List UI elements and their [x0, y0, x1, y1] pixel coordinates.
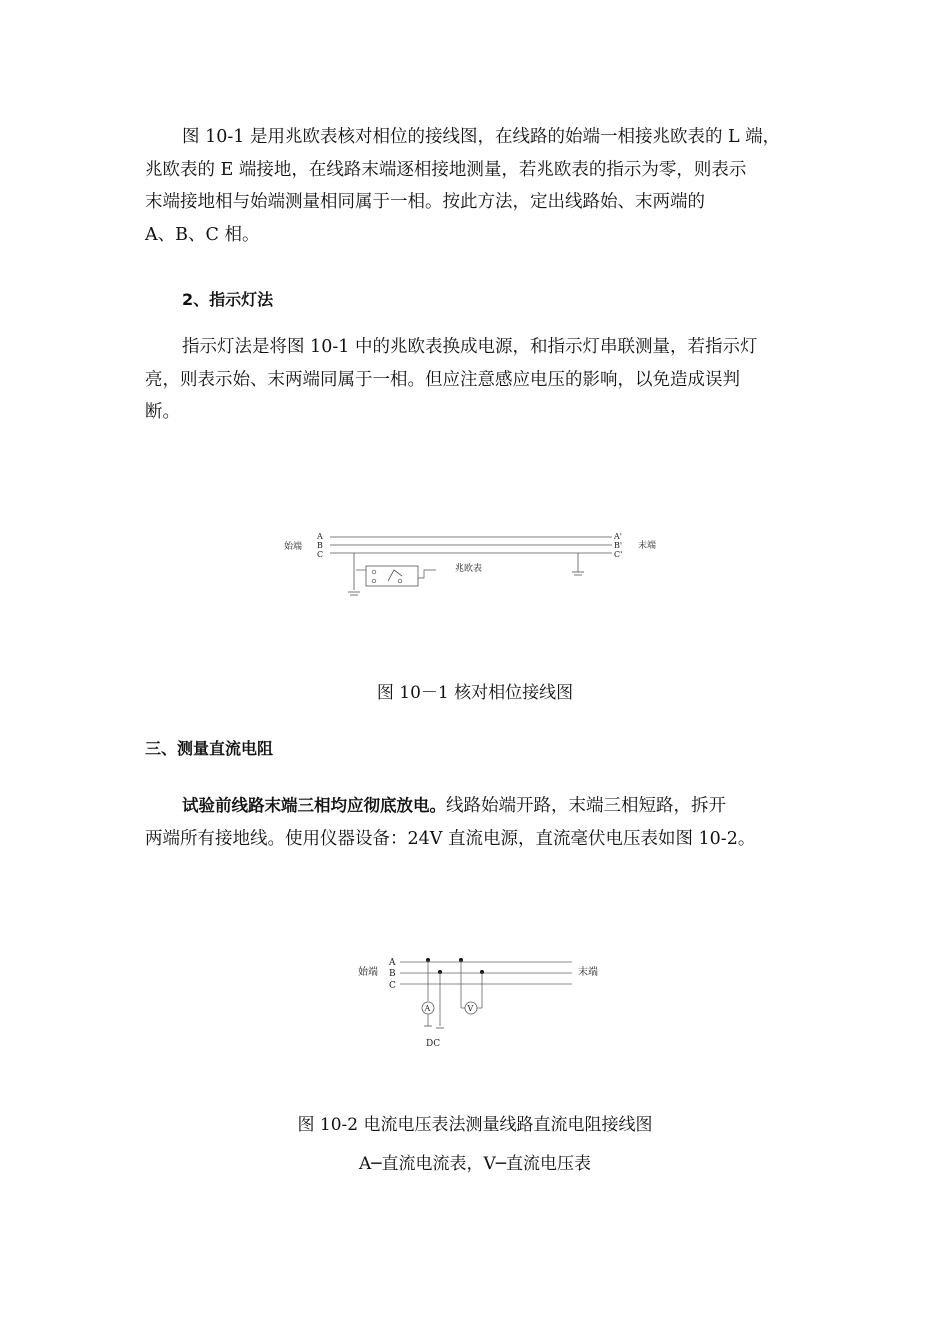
terminal-e [372, 579, 376, 583]
text-line: 图 10-1 是用兆欧表核对相位的接线图，在线路的始端一相接兆欧表的 L 端， [182, 127, 781, 147]
terminal-l [372, 570, 376, 574]
phase-label-b-prime: B' [614, 541, 623, 550]
text-segment: 线路始端开路，末端三相短路，拆开 [446, 796, 726, 816]
text-line: 亮，则表示始、末两端同属于一相。但应注意感应电压的影响，以免造成误判 [145, 369, 740, 390]
phase-label-b: B [389, 969, 396, 979]
phase-label-c: C [389, 981, 396, 991]
text-line: 断。 [145, 402, 180, 422]
label-start-end: 始端 [358, 967, 378, 978]
heading-indicator-lamp-method: 2、指示灯法 [182, 290, 274, 309]
paragraph-phase-check [145, 121, 810, 251]
phase-label-a: A [317, 532, 323, 541]
figure-dc-resistance-diagram [350, 948, 620, 1053]
ammeter-symbol: A [424, 1004, 431, 1013]
text-line: 指示灯法是将图 10-1 中的兆欧表换成电源，和指示灯串联测量，若指示灯 [182, 337, 758, 357]
phase-label-b: B [317, 541, 323, 550]
terminal [398, 579, 402, 583]
phase-label-c-prime: C' [614, 550, 623, 559]
text-line: 末端接地相与始端测量相同属于一相。按此方法，定出线路始、末两端的 [145, 192, 705, 212]
text-line [145, 790, 810, 823]
bold-lead: 试验前线路末端三相均应彻底放电。 [182, 796, 446, 815]
text-line: 兆欧表的 E 端接地，在线路末端逐相接地测量，若兆欧表的指示为零，则表示 [145, 159, 747, 180]
paragraph-indicator-lamp [145, 331, 810, 429]
figure-caption: 图 10-2 电流电压表法测量线路直流电阻接线图 [297, 1115, 653, 1135]
phase-label-c: C [317, 550, 324, 559]
phase-label-a: A [389, 958, 396, 968]
label-terminal-end: 末端 [638, 541, 657, 551]
figure-caption: 图 10－1 核对相位接线图 [376, 683, 574, 703]
label-start-end: 始端 [284, 542, 303, 552]
figure-phase-check-diagram [270, 520, 690, 610]
phase-label-a-prime: A' [614, 532, 622, 541]
figure-legend: A─直流电流表，V─直流电压表 [358, 1154, 592, 1174]
voltmeter-symbol: V [467, 1004, 474, 1013]
paragraph-dc-resistance [145, 790, 810, 855]
label-terminal-end: 末端 [578, 967, 598, 978]
text-line: A、B、C 相。 [145, 224, 260, 245]
dc-source-label: DC [426, 1039, 441, 1049]
text-line: 两端所有接地线。使用仪器设备：24V 直流电源，直流毫伏电压表如图 10-2。 [145, 828, 756, 849]
heading-dc-resistance: 三、测量直流电阻 [145, 739, 274, 758]
megohmmeter-label: 兆欧表 [455, 564, 483, 574]
meter-lead-right [418, 570, 436, 578]
